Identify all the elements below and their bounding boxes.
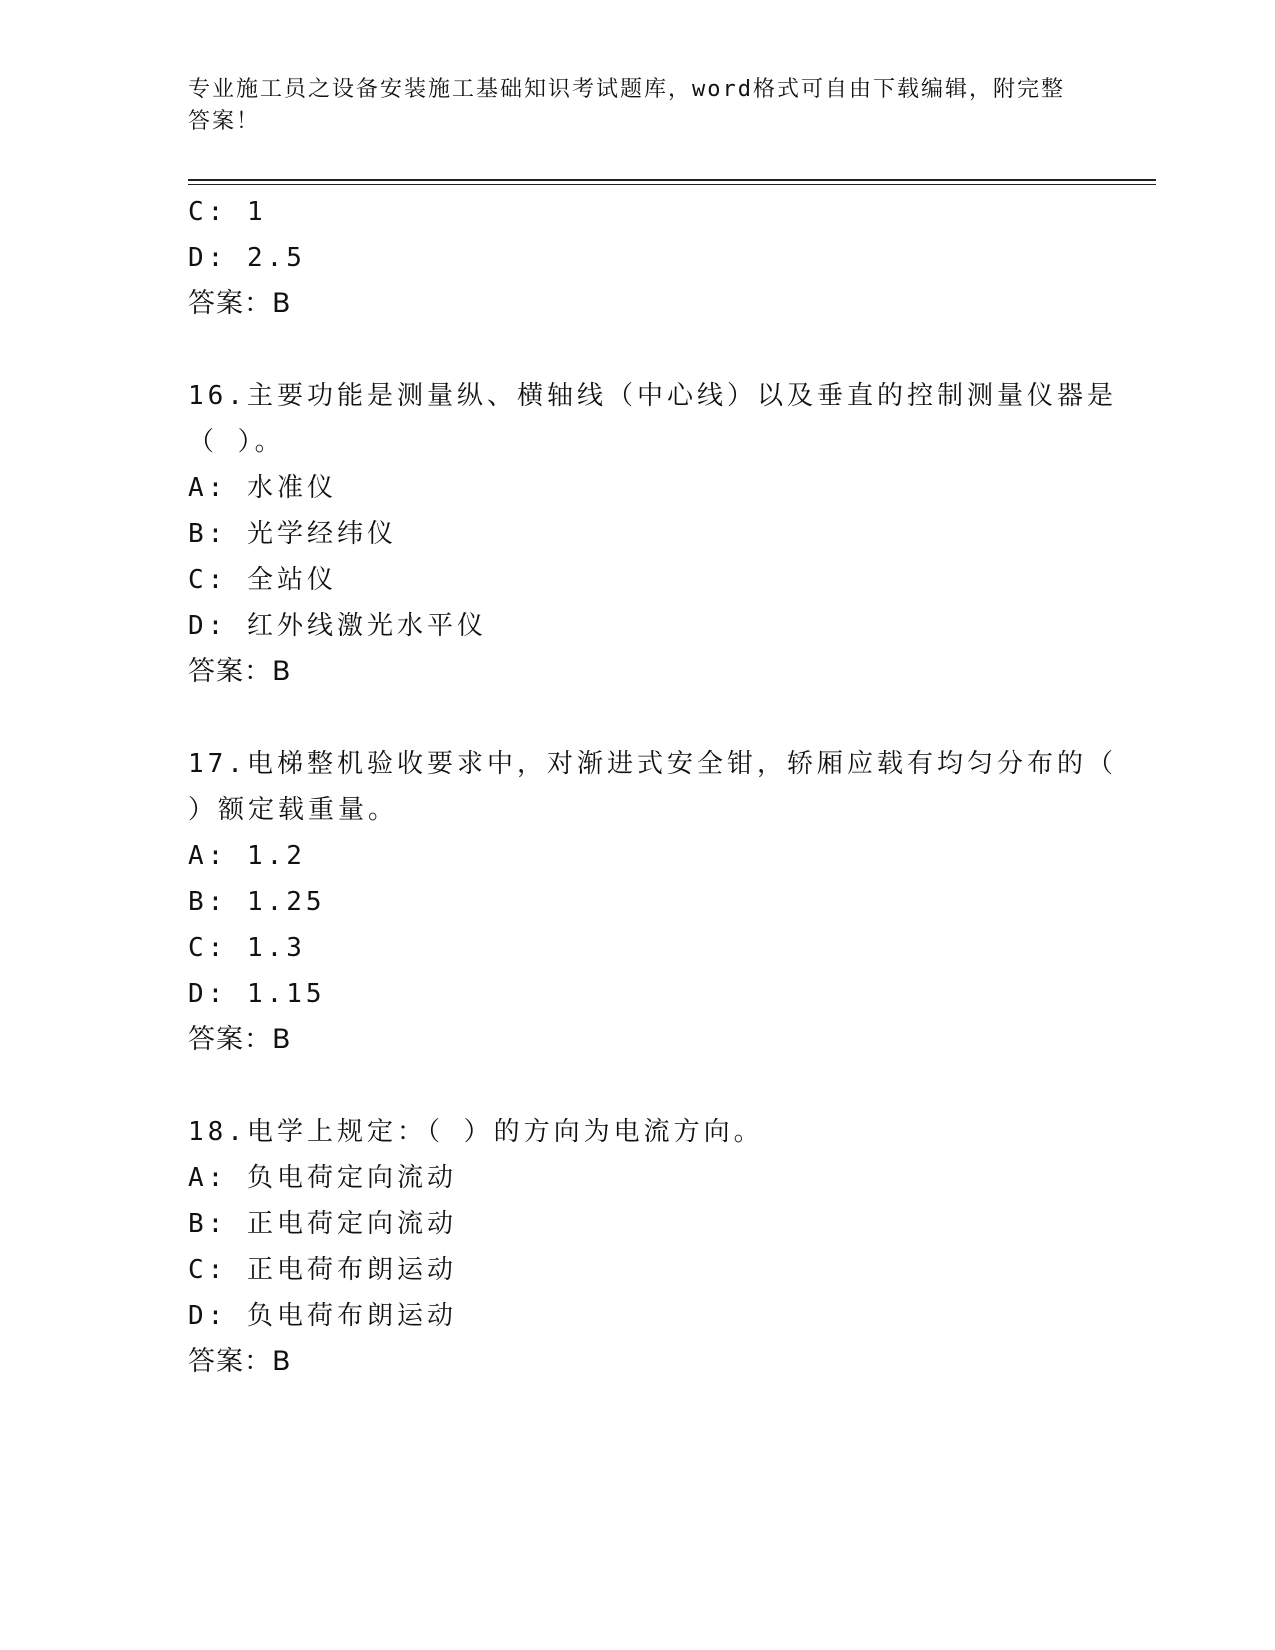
- header-rule-thin: [188, 184, 1156, 185]
- document-body: [188, 189, 1117, 1385]
- option-c: C: 正电荷布朗运动: [188, 1255, 457, 1285]
- question-stem-cont: （ ）。: [188, 427, 285, 457]
- answer: 答案：B: [188, 1024, 292, 1055]
- option-d: D: 1.15: [188, 979, 326, 1009]
- answer: 答案：B: [188, 288, 292, 319]
- question-stem-cont: ）额定载重量。: [188, 795, 399, 825]
- answer: 答案：B: [188, 1346, 292, 1377]
- option-b: B: 光学经纬仪: [188, 519, 397, 549]
- document-header: 专业施工员之设备安装施工基础知识考试题库，word格式可自由下载编辑，附完整答案！: [188, 77, 1065, 134]
- question-16: [188, 373, 1117, 695]
- question-18: [188, 1109, 1088, 1385]
- question-stem: 17.电梯整机验收要求中，对渐进式安全钳，轿厢应载有均匀分布的（: [188, 749, 1117, 779]
- option-c: C: 全站仪: [188, 565, 337, 595]
- option-b: B: 正电荷定向流动: [188, 1209, 457, 1239]
- question-15-tail: [188, 189, 1088, 327]
- option-c: C: 1.3: [188, 933, 306, 963]
- question-stem: 16.主要功能是测量纵、横轴线（中心线）以及垂直的控制测量仪器是: [188, 381, 1117, 411]
- option-a: A: 水准仪: [188, 473, 337, 503]
- header-rule-thick: [188, 179, 1156, 181]
- answer: 答案：B: [188, 656, 292, 687]
- option-c: C: 1: [188, 197, 267, 227]
- option-d: D: 红外线激光水平仪: [188, 611, 487, 641]
- option-a: A: 负电荷定向流动: [188, 1163, 457, 1193]
- option-d: D: 2.5: [188, 243, 306, 273]
- option-d: D: 负电荷布朗运动: [188, 1301, 457, 1331]
- question-17: [188, 741, 1117, 1063]
- option-a: A: 1.2: [188, 841, 306, 871]
- question-stem: 18.电学上规定：（ ）的方向为电流方向。: [188, 1117, 764, 1147]
- option-b: B: 1.25: [188, 887, 326, 917]
